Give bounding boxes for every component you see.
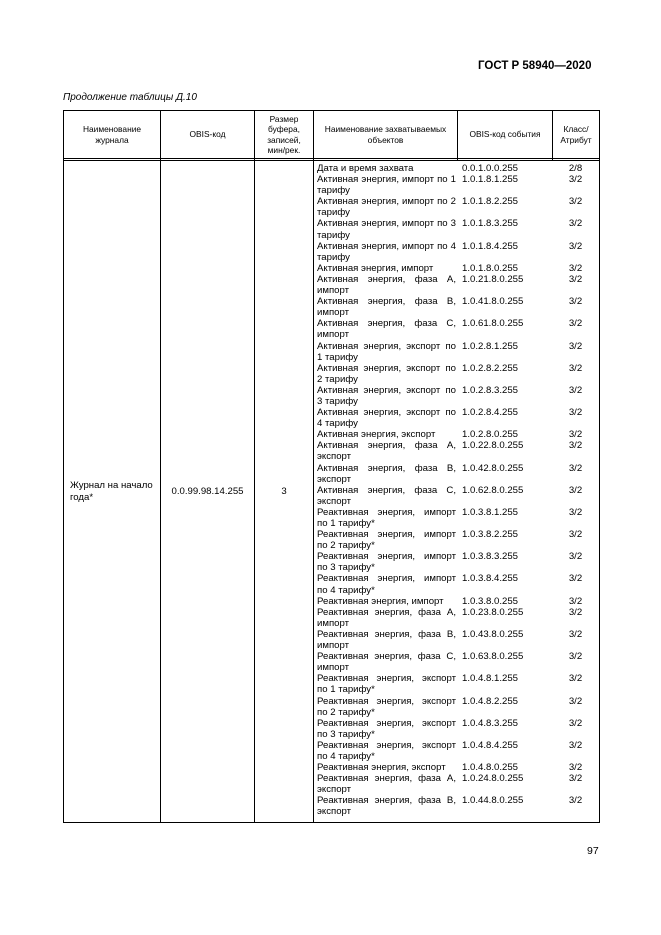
class-attribute: 3/2 xyxy=(568,196,583,208)
object-name: Реактивная энергия, фаза А, импорт xyxy=(317,606,456,629)
list-item xyxy=(314,485,599,507)
class-attribute: 3/2 xyxy=(568,440,583,452)
table-caption: Продолжение таблицы Д.10 xyxy=(63,92,197,103)
class-attribute: 3/2 xyxy=(568,340,583,352)
object-name: Активная энергия, импорт xyxy=(317,262,434,274)
object-name: Реактивная энергия, импорт по 4 тарифу* xyxy=(317,573,456,596)
list-item xyxy=(314,341,599,363)
class-attribute: 3/2 xyxy=(568,318,583,330)
list-item xyxy=(314,740,599,762)
class-attribute: 3/2 xyxy=(568,673,583,685)
list-item xyxy=(314,163,599,174)
object-name: Реактивная энергия, экспорт по 3 тарифу* xyxy=(317,717,456,740)
object-name: Активная энергия, фаза С, экспорт xyxy=(317,484,456,507)
list-item xyxy=(314,762,599,773)
column-header-class: Класс/ Атрибут xyxy=(553,111,600,159)
class-attribute: 3/2 xyxy=(568,174,583,186)
list-item xyxy=(314,696,599,718)
event-obis-code: 1.0.2.8.4.255 xyxy=(462,407,519,419)
list-item xyxy=(314,318,599,340)
object-name: Реактивная энергия, фаза В, экспорт xyxy=(317,795,456,818)
class-attribute: 3/2 xyxy=(568,628,583,640)
document-id: ГОСТ Р 58940—2020 xyxy=(478,60,592,72)
object-name: Активная энергия, фаза В, экспорт xyxy=(317,462,456,485)
list-item xyxy=(314,529,599,551)
event-obis-code: 1.0.3.8.0.255 xyxy=(462,595,519,607)
class-attribute: 3/2 xyxy=(568,429,583,441)
list-item xyxy=(314,440,599,462)
event-obis-code: 1.0.1.8.2.255 xyxy=(462,196,519,208)
class-attribute: 3/2 xyxy=(568,506,583,518)
object-name: Дата и время захвата xyxy=(317,163,414,174)
event-obis-code: 1.0.2.8.1.255 xyxy=(462,340,519,352)
object-name: Активная энергия, фаза А, экспорт xyxy=(317,440,456,463)
class-attribute: 3/2 xyxy=(568,595,583,607)
column-header-journal: Наименование журнала xyxy=(64,111,161,159)
event-obis-code: 1.0.43.8.0.255 xyxy=(462,628,524,640)
class-attribute: 3/2 xyxy=(568,407,583,419)
table-header-row xyxy=(64,111,600,159)
event-obis-code: 1.0.61.8.0.255 xyxy=(462,318,524,330)
list-item xyxy=(314,795,599,817)
object-name: Активная энергия, фаза А, импорт xyxy=(317,273,456,297)
list-item xyxy=(314,773,599,795)
class-attribute: 3/2 xyxy=(568,695,583,707)
obis-code-cell: 0.0.99.98.14.255 xyxy=(161,161,255,823)
list-item xyxy=(314,573,599,595)
object-name: Реактивная энергия, экспорт по 2 тарифу* xyxy=(317,695,456,718)
object-name: Активная энергия, импорт по 3 тарифу xyxy=(317,218,456,241)
event-obis-code: 1.0.24.8.0.255 xyxy=(462,773,524,785)
list-item xyxy=(314,363,599,385)
class-attribute: 3/2 xyxy=(568,462,583,474)
class-attribute: 3/2 xyxy=(568,296,583,308)
event-obis-code: 1.0.2.8.0.255 xyxy=(462,429,519,441)
object-name: Активная энергия, экспорт по 3 тарифу xyxy=(317,384,456,407)
object-name: Активная энергия, импорт по 4 тарифу xyxy=(317,240,456,263)
list-item xyxy=(314,651,599,673)
list-item xyxy=(314,407,599,429)
event-obis-code: 0.0.1.0.0.255 xyxy=(462,163,519,174)
object-name: Активная энергия, фаза С, импорт xyxy=(317,318,456,341)
list-item xyxy=(314,218,599,240)
event-obis-code: 1.0.2.8.3.255 xyxy=(462,384,519,396)
class-attribute: 3/2 xyxy=(568,262,583,274)
event-obis-code: 1.0.1.8.3.255 xyxy=(462,218,519,230)
object-name: Реактивная энергия, экспорт по 1 тарифу* xyxy=(317,673,456,696)
event-obis-code: 1.0.4.8.1.255 xyxy=(462,673,519,685)
class-attribute: 3/2 xyxy=(568,384,583,396)
event-obis-code: 1.0.3.8.2.255 xyxy=(462,529,519,541)
captured-objects-list xyxy=(314,163,599,818)
class-attribute: 3/2 xyxy=(568,606,583,618)
class-attribute: 3/2 xyxy=(568,651,583,663)
object-name: Реактивная энергия, импорт xyxy=(317,595,444,607)
event-obis-code: 1.0.2.8.2.255 xyxy=(462,362,519,374)
list-item xyxy=(314,551,599,573)
object-name: Реактивная энергия, фаза С, импорт xyxy=(317,651,456,674)
list-item xyxy=(314,296,599,318)
object-name: Реактивная энергия, импорт по 1 тарифу* xyxy=(317,506,456,529)
object-name: Активная энергия, фаза В, импорт xyxy=(317,296,456,319)
class-attribute: 3/2 xyxy=(568,795,583,807)
column-header-event-obis: OBIS-код события xyxy=(458,111,553,159)
event-obis-code: 1.0.62.8.0.255 xyxy=(462,484,524,496)
list-item xyxy=(314,274,599,296)
event-obis-code: 1.0.3.8.4.255 xyxy=(462,573,519,585)
class-attribute: 3/2 xyxy=(568,218,583,230)
class-attribute: 3/2 xyxy=(568,273,583,285)
event-obis-code: 1.0.42.8.0.255 xyxy=(462,462,524,474)
buffer-size-cell: 3 xyxy=(255,161,314,823)
event-obis-code: 1.0.3.8.3.255 xyxy=(462,551,519,563)
list-item xyxy=(314,241,599,263)
event-obis-code: 1.0.1.8.0.255 xyxy=(462,262,519,274)
object-name: Активная энергия, экспорт по 2 тарифу xyxy=(317,362,456,385)
event-obis-code: 1.0.63.8.0.255 xyxy=(462,651,524,663)
object-name: Активная энергия, экспорт по 4 тарифу xyxy=(317,407,456,430)
list-item xyxy=(314,263,599,274)
object-name: Реактивная энергия, импорт по 2 тарифу* xyxy=(317,529,456,552)
list-item xyxy=(314,507,599,529)
event-obis-code: 1.0.1.8.4.255 xyxy=(462,240,519,252)
list-item xyxy=(314,673,599,695)
list-item xyxy=(314,174,599,196)
column-header-buffer: Размер буфера, записей, мин/рек. xyxy=(255,111,314,159)
class-attribute: 3/2 xyxy=(568,240,583,252)
class-attribute: 3/2 xyxy=(568,717,583,729)
class-attribute: 2/8 xyxy=(568,163,583,174)
object-name: Активная энергия, экспорт по 1 тарифу xyxy=(317,340,456,363)
event-obis-code: 1.0.22.8.0.255 xyxy=(462,440,524,452)
page-number: 97 xyxy=(587,845,599,857)
journal-name-cell: Журнал на начало года* xyxy=(64,161,161,823)
event-obis-code: 1.0.21.8.0.255 xyxy=(462,273,524,285)
event-obis-code: 1.0.4.8.4.255 xyxy=(462,739,519,751)
event-obis-code: 1.0.4.8.2.255 xyxy=(462,695,519,707)
class-attribute: 3/2 xyxy=(568,573,583,585)
event-obis-code: 1.0.23.8.0.255 xyxy=(462,606,524,618)
event-obis-code: 1.0.44.8.0.255 xyxy=(462,795,524,807)
class-attribute: 3/2 xyxy=(568,739,583,751)
object-name: Реактивная энергия, экспорт xyxy=(317,762,446,774)
event-obis-code: 1.0.4.8.3.255 xyxy=(462,717,519,729)
captured-objects-cell xyxy=(314,161,600,823)
object-name: Активная энергия, импорт по 2 тарифу xyxy=(317,196,456,219)
object-name: Реактивная энергия, фаза А, экспорт xyxy=(317,773,456,796)
event-obis-code: 1.0.41.8.0.255 xyxy=(462,296,524,308)
list-item xyxy=(314,629,599,651)
class-attribute: 3/2 xyxy=(568,484,583,496)
event-obis-code: 1.0.4.8.0.255 xyxy=(462,762,519,774)
list-item xyxy=(314,196,599,218)
event-obis-code: 1.0.1.8.1.255 xyxy=(462,174,519,186)
class-attribute: 3/2 xyxy=(568,362,583,374)
list-item xyxy=(314,429,599,440)
column-header-objects: Наименование захватываемых объектов xyxy=(314,111,458,159)
list-item xyxy=(314,718,599,740)
table-row xyxy=(64,161,600,823)
object-name: Реактивная энергия, фаза В, импорт xyxy=(317,628,456,652)
list-item xyxy=(314,385,599,407)
class-attribute: 3/2 xyxy=(568,773,583,785)
list-item xyxy=(314,607,599,629)
class-attribute: 3/2 xyxy=(568,529,583,541)
object-name: Активная энергия, экспорт xyxy=(317,429,436,441)
object-name: Реактивная энергия, импорт по 3 тарифу* xyxy=(317,551,456,574)
class-attribute: 3/2 xyxy=(568,762,583,774)
object-name: Активная энергия, импорт по 1 тарифу xyxy=(317,174,456,197)
class-attribute: 3/2 xyxy=(568,551,583,563)
column-header-obis: OBIS-код xyxy=(161,111,255,159)
event-obis-code: 1.0.3.8.1.255 xyxy=(462,506,519,518)
data-table xyxy=(63,110,600,823)
list-item xyxy=(314,463,599,485)
object-name: Реактивная энергия, экспорт по 4 тарифу* xyxy=(317,739,456,762)
list-item xyxy=(314,596,599,607)
